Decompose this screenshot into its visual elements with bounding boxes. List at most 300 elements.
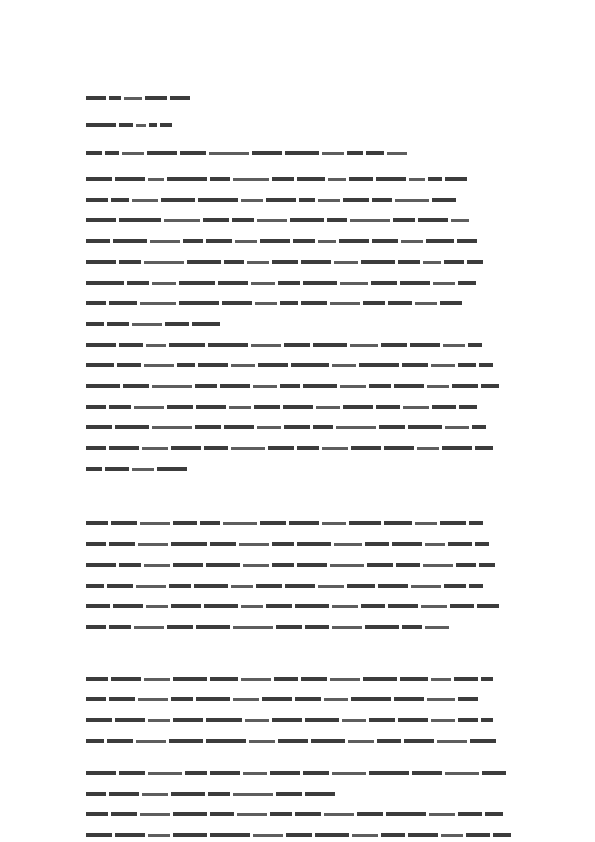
text-word: [351, 697, 391, 701]
text-word: [349, 521, 381, 525]
text-word: [173, 521, 197, 525]
text-word: [318, 199, 340, 202]
text-word: [86, 384, 120, 388]
text-word: [152, 282, 176, 285]
text-word: [245, 719, 269, 722]
text-word: [458, 697, 478, 701]
text-word: [183, 239, 203, 243]
text-word: [241, 605, 263, 608]
text-word: [218, 281, 248, 285]
text-word: [450, 604, 474, 608]
text-word: [315, 833, 349, 837]
text-word: [493, 833, 511, 837]
text-word: [332, 626, 362, 629]
text-word: [109, 697, 135, 701]
text-word: [86, 677, 108, 681]
text-word: [417, 447, 439, 450]
text-word: [445, 177, 467, 181]
text-word: [148, 178, 164, 181]
text-word: [255, 302, 277, 305]
text-word: [363, 677, 397, 681]
text-word: [206, 239, 232, 243]
text-line-p1: [86, 259, 483, 265]
text-word: [206, 563, 240, 567]
text-word: [113, 604, 143, 608]
text-word: [251, 282, 275, 285]
text-line-p5: [86, 832, 511, 838]
text-word: [86, 343, 116, 347]
text-word: [350, 219, 390, 222]
text-word: [253, 385, 277, 388]
text-word: [164, 219, 200, 222]
text-word: [86, 177, 112, 181]
text-word: [401, 240, 423, 243]
text-word: [392, 542, 422, 546]
text-word: [339, 239, 369, 243]
text-word: [173, 812, 207, 816]
text-word: [388, 301, 412, 305]
text-line-p5: [86, 770, 506, 776]
text-line-p2: [86, 404, 477, 410]
text-word: [194, 584, 228, 588]
text-word: [361, 604, 385, 608]
text-word: [293, 239, 315, 243]
text-word: [313, 425, 333, 429]
text-word: [454, 677, 478, 681]
text-word: [224, 425, 254, 429]
text-word: [272, 718, 302, 722]
text-word: [381, 343, 407, 347]
text-word: [122, 152, 144, 155]
text-word: [86, 123, 116, 127]
text-line-p2: [86, 342, 482, 348]
text-word: [241, 199, 263, 202]
text-word: [402, 363, 428, 367]
text-word: [369, 384, 391, 388]
text-word: [366, 151, 384, 155]
text-word: [146, 344, 166, 347]
text-word: [105, 151, 119, 155]
text-word: [428, 177, 442, 181]
text-word: [86, 697, 106, 701]
text-word: [423, 564, 453, 567]
text-word: [180, 151, 206, 155]
text-word: [348, 740, 374, 743]
text-word: [272, 260, 298, 264]
text-word: [431, 678, 451, 681]
text-word: [119, 563, 141, 567]
text-word: [86, 260, 116, 264]
text-word: [249, 740, 275, 743]
text-word: [451, 219, 469, 222]
text-word: [254, 405, 280, 409]
text-line-p4: [86, 696, 478, 702]
text-word: [210, 177, 230, 181]
text-word: [132, 468, 154, 471]
text-word: [274, 677, 298, 681]
text-word: [86, 218, 116, 222]
text-word: [169, 739, 203, 743]
text-word: [144, 564, 170, 567]
text-word: [233, 626, 273, 629]
text-word: [409, 178, 425, 181]
text-word: [119, 123, 133, 127]
text-word: [443, 344, 465, 347]
text-word: [138, 543, 168, 546]
text-word: [258, 363, 288, 367]
text-word: [445, 772, 479, 775]
text-word: [161, 198, 195, 202]
text-word: [332, 772, 366, 775]
text-line-header: [86, 95, 190, 101]
text-word: [173, 563, 203, 567]
text-word: [111, 198, 129, 202]
text-word: [452, 384, 478, 388]
text-word: [283, 405, 313, 409]
text-word: [305, 718, 339, 722]
text-word: [179, 301, 219, 305]
text-word: [117, 363, 141, 367]
text-word: [270, 771, 300, 775]
text-word: [297, 563, 327, 567]
text-word: [229, 406, 251, 409]
text-word: [357, 812, 383, 816]
text-word: [481, 384, 499, 388]
text-word: [278, 281, 300, 285]
text-word: [243, 772, 267, 775]
text-word: [144, 678, 170, 681]
text-word: [233, 178, 269, 181]
text-word: [393, 218, 415, 222]
text-line-p3: [86, 541, 489, 547]
text-line-p2: [86, 362, 493, 368]
text-word: [469, 584, 483, 588]
text-word: [86, 301, 106, 305]
text-word: [136, 124, 146, 127]
text-word: [222, 301, 252, 305]
text-word: [232, 218, 254, 222]
text-line-header: [86, 122, 172, 128]
text-word: [119, 771, 145, 775]
text-word: [138, 698, 168, 701]
text-word: [140, 522, 170, 525]
text-word: [165, 322, 189, 326]
text-word: [140, 302, 176, 305]
text-word: [404, 739, 434, 743]
text-word: [270, 812, 292, 816]
text-line-p2: [86, 383, 499, 389]
text-word: [330, 302, 360, 305]
text-word: [379, 425, 405, 429]
text-word: [266, 604, 292, 608]
text-word: [433, 282, 455, 285]
text-word: [285, 584, 315, 588]
text-word: [398, 260, 420, 264]
text-word: [210, 542, 236, 546]
text-word: [458, 718, 478, 722]
text-word: [86, 322, 104, 326]
text-word: [398, 718, 428, 722]
text-word: [86, 405, 106, 409]
text-word: [260, 521, 286, 525]
text-word: [278, 739, 308, 743]
text-word: [200, 521, 220, 525]
text-word: [440, 521, 466, 525]
text-word: [376, 405, 400, 409]
text-word: [285, 151, 319, 155]
text-word: [456, 563, 476, 567]
text-word: [347, 584, 375, 588]
text-word: [169, 343, 205, 347]
text-word: [342, 719, 366, 722]
text-word: [86, 792, 106, 796]
text-word: [140, 813, 170, 816]
text-word: [444, 260, 464, 264]
text-line-p3: [86, 624, 449, 630]
text-word: [330, 678, 360, 681]
text-word: [257, 219, 287, 222]
text-word: [384, 446, 414, 450]
text-word: [301, 301, 327, 305]
text-word: [400, 677, 428, 681]
text-word: [115, 425, 149, 429]
text-word: [86, 563, 116, 567]
text-word: [196, 405, 226, 409]
text-word: [352, 834, 378, 837]
text-word: [481, 677, 493, 681]
text-word: [86, 604, 110, 608]
text-word: [204, 446, 228, 450]
text-word: [142, 447, 168, 450]
text-word: [157, 467, 187, 471]
text-word: [372, 198, 392, 202]
text-word: [86, 833, 112, 837]
text-line-p3: [86, 520, 483, 526]
text-word: [432, 198, 456, 202]
text-word: [150, 240, 180, 243]
text-word: [340, 385, 366, 388]
text-word: [403, 406, 429, 409]
text-word: [322, 447, 348, 450]
text-word: [262, 697, 292, 701]
text-word: [237, 813, 267, 816]
text-word: [206, 739, 246, 743]
text-word: [169, 584, 191, 588]
text-line-p4: [86, 738, 496, 744]
text-word: [470, 739, 496, 743]
text-word: [482, 771, 506, 775]
text-word: [467, 260, 483, 264]
text-word: [297, 446, 319, 450]
text-word: [233, 698, 259, 701]
text-word: [142, 793, 168, 796]
text-word: [291, 363, 329, 367]
text-word: [347, 151, 363, 155]
text-word: [377, 739, 401, 743]
text-line-p1: [86, 176, 467, 182]
text-word: [115, 177, 145, 181]
text-word: [386, 812, 426, 816]
text-word: [111, 521, 137, 525]
text-word: [107, 584, 133, 588]
text-word: [427, 385, 449, 388]
text-word: [223, 522, 257, 525]
text-word: [111, 677, 141, 681]
text-word: [485, 812, 503, 816]
text-word: [86, 425, 112, 429]
text-word: [303, 771, 329, 775]
text-word: [86, 521, 108, 525]
text-word: [177, 363, 195, 367]
text-line-p4: [86, 717, 493, 723]
text-word: [297, 542, 331, 546]
text-word: [437, 740, 467, 743]
text-word: [371, 281, 397, 285]
text-word: [252, 151, 282, 155]
text-word: [367, 563, 393, 567]
text-word: [268, 446, 294, 450]
text-word: [444, 584, 466, 588]
text-word: [316, 406, 340, 409]
text-word: [458, 812, 482, 816]
text-word: [233, 793, 273, 796]
text-word: [136, 585, 166, 588]
text-word: [322, 522, 346, 525]
text-word: [109, 405, 131, 409]
text-word: [440, 301, 462, 305]
text-word: [378, 584, 408, 588]
text-line-p1: [86, 280, 476, 286]
text-word: [472, 425, 486, 429]
text-word: [171, 446, 201, 450]
text-word: [303, 281, 337, 285]
text-word: [148, 719, 170, 722]
text-word: [458, 363, 476, 367]
text-word: [134, 406, 164, 409]
text-word: [144, 364, 174, 367]
text-word: [427, 698, 455, 701]
text-word: [350, 344, 378, 347]
text-word: [171, 697, 193, 701]
text-word: [171, 792, 205, 796]
text-word: [330, 564, 364, 567]
text-word: [280, 301, 298, 305]
text-word: [324, 698, 348, 701]
text-word: [134, 626, 164, 629]
text-word: [441, 834, 463, 837]
text-word: [334, 543, 362, 546]
text-word: [272, 563, 294, 567]
text-word: [144, 261, 184, 264]
text-word: [412, 771, 442, 775]
text-word: [322, 152, 344, 155]
text-word: [289, 521, 319, 525]
text-word: [243, 564, 269, 567]
text-word: [290, 218, 324, 222]
text-word: [318, 585, 344, 588]
text-word: [86, 584, 104, 588]
text-word: [394, 384, 424, 388]
text-word: [86, 542, 106, 546]
text-word: [425, 626, 449, 629]
text-word: [195, 384, 217, 388]
text-word: [266, 198, 296, 202]
text-word: [303, 384, 337, 388]
text-word: [149, 123, 157, 127]
text-word: [208, 792, 230, 796]
text-word: [171, 604, 201, 608]
text-word: [445, 426, 469, 429]
text-word: [408, 833, 438, 837]
text-word: [272, 177, 294, 181]
text-word: [86, 198, 108, 202]
text-word: [231, 585, 253, 588]
text-word: [365, 625, 399, 629]
text-word: [328, 178, 346, 181]
text-word: [239, 543, 269, 546]
text-word: [109, 542, 135, 546]
text-word: [127, 281, 149, 285]
text-word: [286, 833, 312, 837]
text-word: [324, 813, 354, 816]
text-word: [173, 677, 207, 681]
text-word: [148, 772, 182, 775]
text-word: [231, 447, 265, 450]
text-word: [247, 261, 269, 264]
text-word: [349, 177, 373, 181]
text-word: [206, 718, 242, 722]
text-word: [336, 426, 376, 429]
text-word: [86, 625, 106, 629]
text-word: [107, 739, 133, 743]
text-word: [86, 467, 102, 471]
text-word: [210, 677, 238, 681]
text-word: [198, 198, 238, 202]
text-word: [442, 446, 472, 450]
text-word: [204, 604, 238, 608]
text-word: [107, 322, 129, 326]
text-word: [423, 261, 441, 264]
text-word: [415, 522, 437, 525]
text-word: [411, 585, 441, 588]
text-word: [160, 123, 172, 127]
text-line-p1: [86, 217, 469, 223]
text-word: [381, 833, 405, 837]
text-word: [196, 697, 230, 701]
text-line-p5: [86, 791, 335, 797]
text-word: [372, 239, 398, 243]
text-word: [119, 218, 161, 222]
text-word: [431, 719, 455, 722]
text-word: [251, 344, 281, 347]
text-word: [376, 177, 406, 181]
text-word: [432, 405, 456, 409]
text-word: [295, 812, 321, 816]
text-word: [167, 177, 207, 181]
text-word: [260, 239, 290, 243]
text-word: [297, 177, 325, 181]
text-word: [146, 605, 168, 608]
text-line-heading: [86, 150, 407, 156]
text-word: [313, 343, 347, 347]
text-word: [387, 152, 407, 155]
text-word: [394, 697, 424, 701]
text-word: [192, 322, 220, 326]
text-word: [109, 301, 137, 305]
text-word: [170, 96, 190, 100]
text-word: [152, 385, 192, 388]
text-word: [256, 584, 282, 588]
